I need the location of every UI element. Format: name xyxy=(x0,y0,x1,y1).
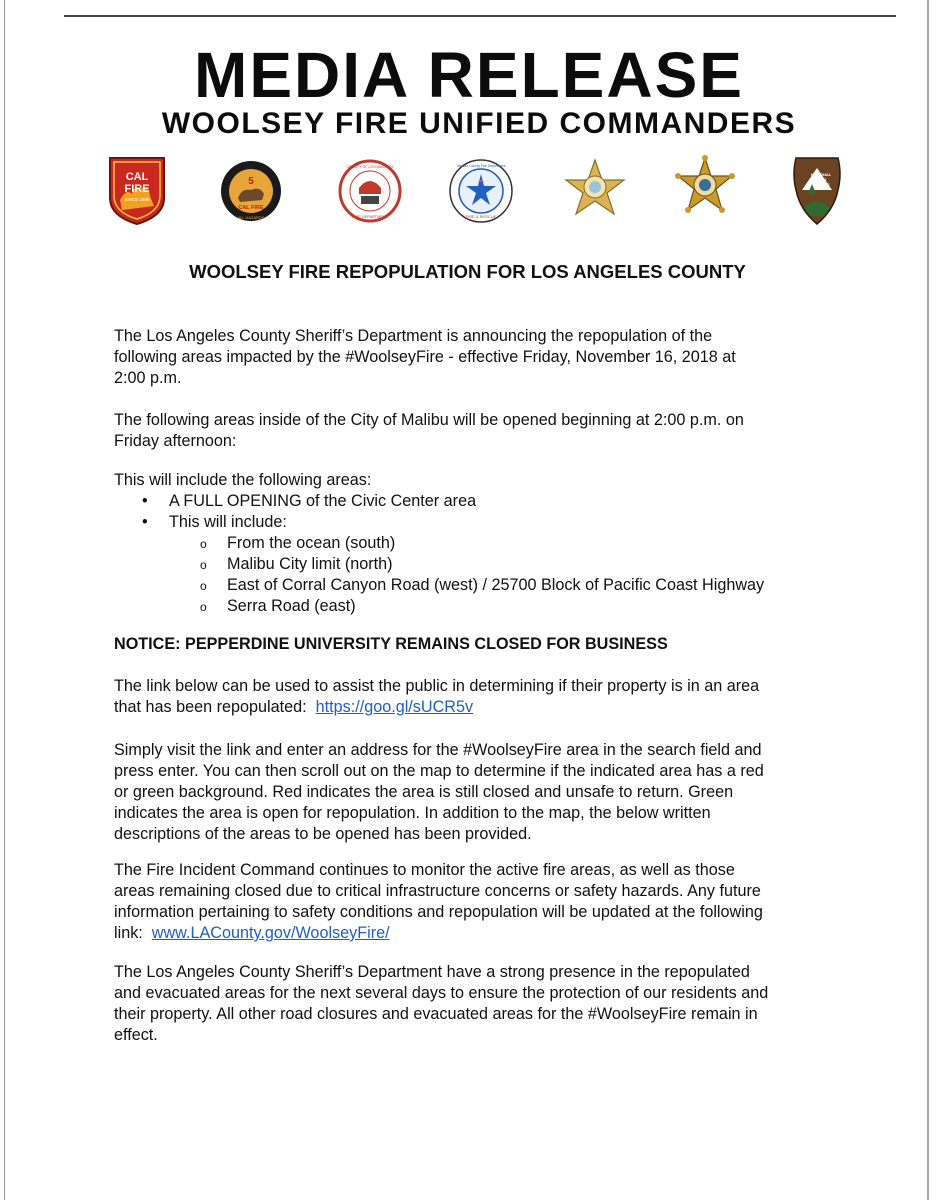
paragraph-map-link xyxy=(114,676,834,718)
text-line: The Los Angeles County Sheriff’s Department is announcing the repopulation of the xyxy=(114,327,713,345)
repopulation-map-link[interactable]: https://goo.gl/sUCR5v xyxy=(315,698,474,716)
sub-bullet-mark: o xyxy=(200,537,207,551)
vcfd-text-1: Ventura County Fire Department xyxy=(456,164,506,168)
cal-fire-logo xyxy=(104,154,170,226)
text-line: or green background. Red indicates the area is still closed and unsafe to return. Green xyxy=(114,783,734,801)
text-line: following areas impacted by the #WoolseyFire - effective Friday, November 16, 2018 at xyxy=(114,348,736,366)
sub-bullet-mark: o xyxy=(200,600,207,614)
list-item-text: A FULL OPENING of the Civic Center area xyxy=(169,492,477,510)
text-span: link: xyxy=(114,924,152,942)
paragraph-sheriff-presence xyxy=(114,962,834,1046)
lacounty-woolsey-link[interactable]: www.LACounty.gov/WoolseyFire/ xyxy=(151,924,390,942)
text-line xyxy=(114,923,834,944)
list-item-text: This will include: xyxy=(169,513,287,531)
text-line: The Fire Incident Command continues to monitor the active fire areas, as well as those xyxy=(114,861,735,879)
sub-list xyxy=(169,533,834,617)
imt-number: 5 xyxy=(248,176,254,187)
text-line: Simply visit the link and enter an address for the #WoolseyFire area in the search field and xyxy=(114,741,762,759)
area-bullet-list xyxy=(114,491,834,617)
text-line: indicates the area is open for repopulation. In addition to the map, the below written xyxy=(114,804,711,822)
sub-list-item xyxy=(169,533,834,554)
nps-text-3: SERVICE xyxy=(812,182,830,187)
text-line: Friday afternoon: xyxy=(114,432,237,450)
paragraph-map-instructions xyxy=(114,740,834,845)
national-park-service-logo xyxy=(784,154,850,226)
nps-text-2: PARK xyxy=(815,177,827,182)
text-line: their property. All other road closures and evacuated areas for the #WoolseyFire remain in xyxy=(114,1005,758,1023)
text-line: areas remaining closed due to critical infrastructure concerns or safety hazards. Any future xyxy=(114,882,761,900)
sub-list-item-text: Malibu City limit (north) xyxy=(227,555,393,573)
sub-list-item-text: From the ocean (south) xyxy=(227,534,396,552)
text-span: that has been repopulated: xyxy=(114,698,316,716)
page-right-edge xyxy=(927,0,929,1200)
bullet-mark: • xyxy=(142,513,148,531)
text-line: The Los Angeles County Sheriff’s Department have a strong presence in the repopulated xyxy=(114,963,750,981)
sub-bullet-mark: o xyxy=(200,579,207,593)
ventura-sheriff-star-logo xyxy=(672,154,738,226)
ventura-county-fire-logo xyxy=(448,154,514,226)
paragraph-announcement xyxy=(114,326,834,389)
imt-text-1: CAL FIRE xyxy=(238,205,264,211)
pepperdine-notice: NOTICE: PEPPERDINE UNIVERSITY REMAINS CLOSED FOR BUSINESS xyxy=(114,635,668,653)
imt-text-2: ALL HAZARDS xyxy=(237,215,265,220)
cal-fire-text-1: CAL xyxy=(125,171,149,183)
cal-fire-text-2: FIRE xyxy=(124,183,150,195)
text-line: descriptions of the areas to be opened has been provided. xyxy=(114,825,532,843)
text-line: information pertaining to safety conditions and repopulation will be updated at the following xyxy=(114,903,763,921)
sub-list-item-text: East of Corral Canyon Road (west) / 25700 Block of Pacific Coast Highway xyxy=(227,576,765,594)
sub-bullet-mark: o xyxy=(200,558,207,572)
sub-list-item xyxy=(169,554,834,575)
sub-list-item xyxy=(169,596,834,617)
list-item xyxy=(114,512,834,617)
text-line: The link below can be used to assist the public in determining if their property is in an area xyxy=(114,677,760,695)
text-line: and evacuated areas for the next several days to ensure the protection of our residents and xyxy=(114,984,769,1002)
paragraph-malibu-areas xyxy=(114,410,834,452)
sub-list-item-text: Serra Road (east) xyxy=(227,597,356,615)
top-rule xyxy=(64,15,896,17)
paragraph-list-intro: This will include the following areas: xyxy=(114,471,372,489)
la-county-fire-logo xyxy=(337,154,403,226)
lacofd-text-1: COUNTY OF LOS ANGELES xyxy=(346,165,394,169)
release-subtitle: WOOLSEY FIRE UNIFIED COMMANDERS xyxy=(161,107,797,140)
page-left-edge xyxy=(4,0,5,1200)
text-line: effect. xyxy=(114,1026,158,1044)
paragraph-fire-command xyxy=(114,860,834,944)
text-line: press enter. You can then scroll out on the map to determine if the indicated area has a red xyxy=(114,762,764,780)
la-sheriff-star-logo xyxy=(562,154,628,226)
cal-fire-imt-logo xyxy=(218,154,284,226)
vcfd-text-2: FIRE & RESCUE xyxy=(465,214,497,219)
text-line: The following areas inside of the City of Malibu will be opened beginning at 2:00 p.m. on xyxy=(114,411,744,429)
lacofd-text-2: FIRE DEPARTMENT xyxy=(352,215,388,219)
nps-text-1: NATIONAL xyxy=(810,172,832,177)
document-heading: WOOLSEY FIRE REPOPULATION FOR LOS ANGELES COUNTY xyxy=(189,261,746,282)
text-line xyxy=(114,697,834,718)
text-line: 2:00 p.m. xyxy=(114,369,182,387)
bullet-mark: • xyxy=(142,492,148,510)
list-item xyxy=(114,491,834,512)
sub-list-item xyxy=(169,575,834,596)
release-title: MEDIA RELEASE xyxy=(194,39,744,111)
cal-fire-text-3: SINCE 1885 xyxy=(124,197,150,202)
